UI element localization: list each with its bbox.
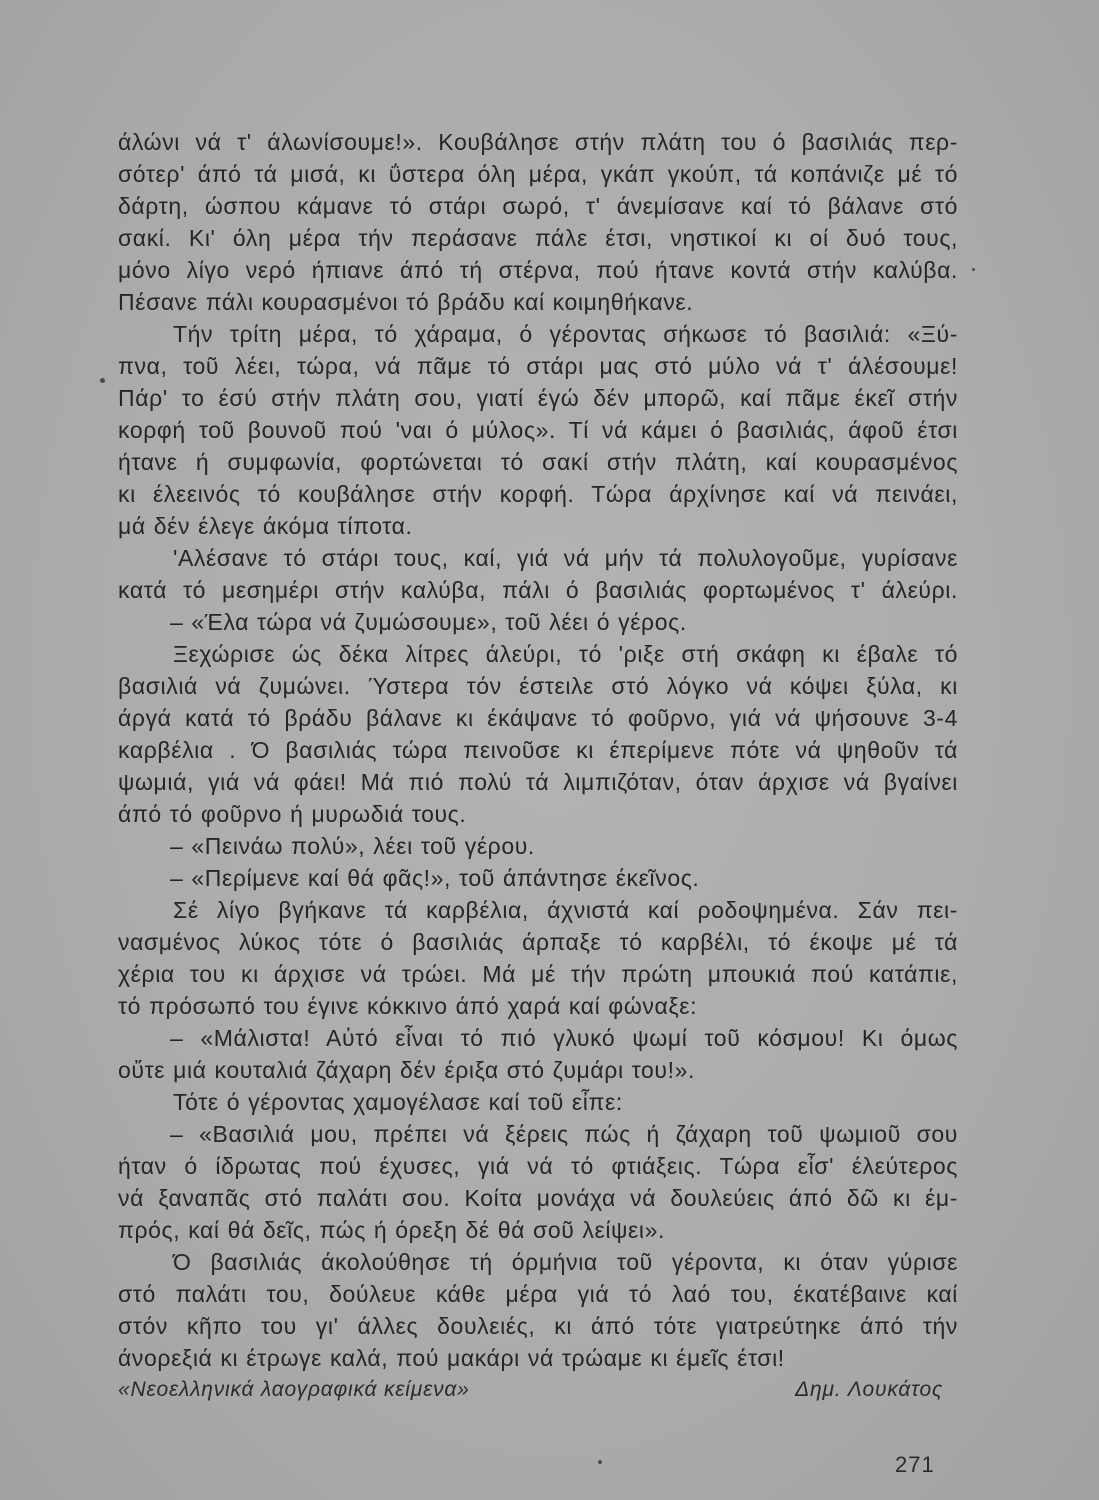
- text-line: μά δέν έλεγε άκόμα τίποτα.: [118, 513, 413, 539]
- dialogue-line: – «Πεινάω πολύ», λέει τοῦ γέρου.: [170, 833, 535, 859]
- text-line: Ό βασιλιάς άκολούθησε τή όρμήνια τοῦ γέροντα, κι όταν γύρισε: [173, 1249, 958, 1275]
- text-line: άπό τό φοῦρνο ή μυρωδιά τους.: [118, 801, 467, 827]
- dialogue-line: – «Έλα τώρα νά ζυμώσουμε», τοῦ λέει ό γέρος.: [170, 609, 687, 635]
- source-title: «Νεοελληνικά λαογραφικά κείμενα»: [118, 1378, 470, 1401]
- text-line: μόνο λίγο νερό ήπιανε άπό τή στέρνα, πού ήτανε κοντά στήν καλύβα.: [118, 257, 958, 283]
- text-line: οὔτε μιά κουταλιά ζάχαρη δέν έριξα στό ζυμάρι του!».: [118, 1057, 695, 1083]
- text-line: κατά τό μεσημέρι στήν καλύβα, πάλι ό βασιλιάς φορτωμένος τ' άλεύρι.: [118, 577, 958, 603]
- attribution: [118, 1378, 943, 1410]
- text-line: ήταν ό ίδρωτας πού έχυσες, γιά νά τό φτιάξεις. Τώρα εἶσ' έλεύτερος: [118, 1153, 958, 1179]
- text-line: ψωμιά, γιά νά φάει! Μά πιό πολύ τά λιμπιζόταν, όταν άρχισε νά βγαίνει: [118, 769, 958, 795]
- dialogue-line: – «Περίμενε καί θά φᾶς!», τοῦ άπάντησε έκεῖνος.: [170, 865, 700, 891]
- dust-speck: [100, 378, 105, 383]
- text-line: κι έλεεινός τό κουβάλησε στήν κορφή. Τώρα άρχίνησε καί νά πεινάει,: [118, 481, 958, 507]
- text-line: χέρια του κι άρχισε νά τρώει. Μά μέ τήν πρώτη μπουκιά πού κατάπιε,: [118, 961, 958, 987]
- text-line: νασμένος λύκος τότε ό βασιλιάς άρπαξε τό καρβέλι, τό έκοψε μέ τά: [118, 929, 958, 955]
- text-line: Πέσανε πάλι κουρασμένοι τό βράδυ καί κοιμηθήκανε.: [118, 289, 694, 315]
- text-line: 'Αλέσανε τό στάρι τους, καί, γιά νά μήν τά πολυλογοῦμε, γυρίσανε: [173, 545, 958, 571]
- text-line: Τήν τρίτη μέρα, τό χάραμα, ό γέροντας σήκωσε τό βασιλιά: «Ξύ-: [173, 321, 958, 347]
- text-line: πρός, καί θά δεῖς, πώς ή όρεξη δέ θά σοῦ λείψει».: [118, 1217, 665, 1243]
- text-line: Πάρ' το έσύ στήν πλάτη σου, γιατί έγώ δέν μπορῶ, καί πᾶμε έκεῖ στήν: [118, 385, 958, 411]
- text-line: δάρτη, ώσπου κάμανε τό στάρι σωρό, τ' άνεμίσανε καί τό βάλανε στό: [118, 193, 958, 219]
- dialogue-line: – «Βασιλιά μου, πρέπει νά ξέρεις πώς ή ζάχαρη τοῦ ψωμιοῦ σου: [170, 1121, 958, 1147]
- dust-speck: [598, 1460, 602, 1464]
- text-line: καρβέλια . Ό βασιλιάς τώρα πεινοῦσε κι έπερίμενε πότε νά ψηθοῦν τά: [118, 737, 958, 763]
- dust-speck: [972, 268, 975, 271]
- text-line: κορφή τοῦ βουνοῦ πού 'ναι ό μύλος». Τί νά κάμει ό βασιλιάς, άφοῦ έτσι: [118, 417, 958, 443]
- story-text: [118, 126, 958, 1374]
- text-line: άνορεξιά κι έτρωγε καλά, πού μακάρι νά τρώαμε κι έμεῖς έτσι!: [118, 1345, 785, 1371]
- text-line: άλώνι νά τ' άλωνίσουμε!». Κουβάλησε στήν πλάτη του ό βασιλιάς περ-: [118, 129, 958, 155]
- text-line: νά ξαναπᾶς στό παλάτι σου. Κοίτα μονάχα νά δουλεύεις άπό δῶ κι έμ-: [118, 1185, 958, 1211]
- text-line: στόν κῆπο του γι' άλλες δουλειές, κι άπό τότε γιατρεύτηκε άπό τήν: [118, 1313, 958, 1339]
- text-line: στό παλάτι του, δούλευε κάθε μέρα γιά τό λαό του, έκατέβαινε καί: [118, 1281, 958, 1307]
- text-line: Τότε ό γέροντας χαμογέλασε καί τοῦ εἶπε:: [173, 1089, 623, 1115]
- author-name: Δημ. Λουκάτος: [795, 1378, 943, 1401]
- dialogue-line: – «Μάλιστα! Αὐτό εἶναι τό πιό γλυκό ψωμί τοῦ κόσμου! Κι όμως: [170, 1025, 958, 1051]
- text-line: πνα, τοῦ λέει, τώρα, νά πᾶμε τό στάρι μας στό μύλο νά τ' άλέσουμε!: [118, 353, 958, 379]
- text-line: τό πρόσωπό του έγινε κόκκινο άπό χαρά καί φώναξε:: [118, 993, 698, 1019]
- text-line: σακί. Κι' όλη μέρα τήν περάσανε πάλε έτσι, νηστικοί κι οί δυό τους,: [118, 225, 958, 251]
- text-line: βασιλιά νά ζυμώνει. Ύστερα τόν έστειλε στό λόγκο νά κόψει ξύλα, κι: [118, 673, 958, 699]
- text-line: Σέ λίγο βγήκανε τά καρβέλια, άχνιστά καί ροδοψημένα. Σάν πει-: [173, 897, 958, 923]
- text-line: Ξεχώρισε ώς δέκα λίτρες άλεύρι, τό 'ριξε στή σκάφη κι έβαλε τό: [173, 641, 958, 667]
- page-number: 271: [895, 1452, 935, 1477]
- text-line: ήτανε ή συμφωνία, φορτώνεται τό σακί στήν πλάτη, καί κουρασμένος: [118, 449, 958, 475]
- text-line: άργά κατά τό βράδυ βάλανε κι έκάψανε τό φοῦρνο, γιά νά ψήσουνε 3-4: [118, 705, 958, 731]
- text-line: σότερ' άπό τά μισά, κι ΰστερα όλη μέρα, γκάπ γκούπ, τά κοπάνιζε μέ τό: [118, 161, 958, 187]
